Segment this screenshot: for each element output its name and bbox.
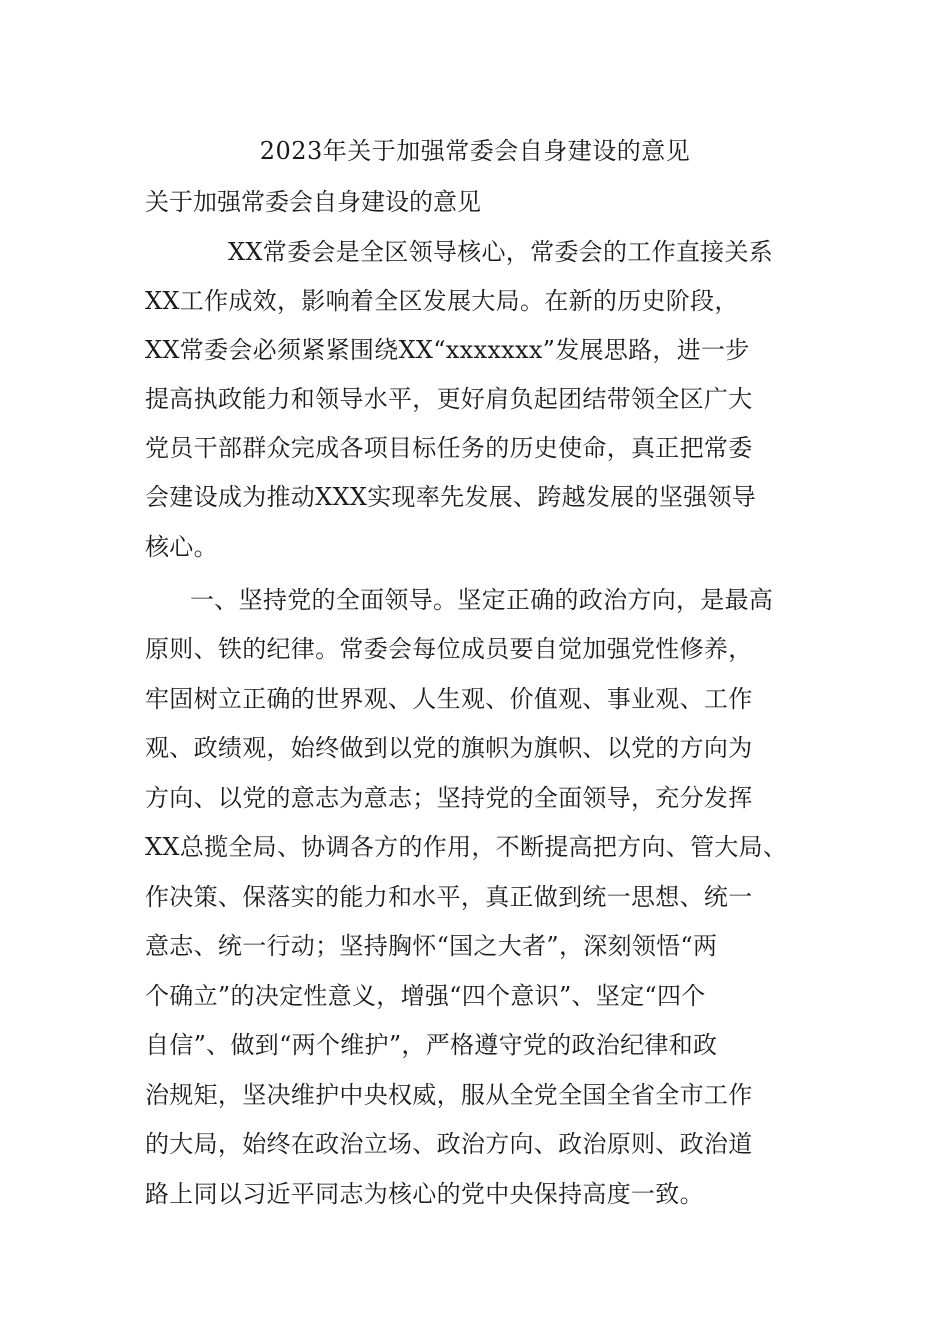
paragraph-1-line: 提高执政能力和领导水平，更好肩负起团结带领全区广大 bbox=[145, 385, 753, 413]
paragraph-2-line: 个确立”的决定性意义，增强“四个意识”、坚定“四个 bbox=[145, 982, 706, 1010]
paragraph-1-line: XX常委会是全区领导核心，常委会的工作直接关系 bbox=[228, 238, 774, 266]
document-subtitle: 关于加强常委会自身建设的意见 bbox=[145, 188, 481, 216]
document-title: 2023年关于加强常委会自身建设的意见 bbox=[259, 137, 691, 165]
paragraph-2-line: 一、坚持党的全面领导。坚定正确的政治方向，是最高 bbox=[190, 586, 774, 614]
paragraph-2-line: 治规矩，坚决维护中央权威，服从全党全国全省全市工作 bbox=[145, 1081, 753, 1109]
paragraph-1-line: XX常委会必须紧紧围绕XX“xxxxxxx”发展思路，进一步 bbox=[145, 336, 750, 364]
paragraph-1-line: 会建设成为推动XXX实现率先发展、跨越发展的坚强领导 bbox=[145, 483, 757, 511]
paragraph-2-line: 的大局，始终在政治立场、政治方向、政治原则、政治道 bbox=[145, 1130, 753, 1158]
paragraph-2-line: 意志、统一行动；坚持胸怀“国之大者”，深刻领悟“两 bbox=[145, 932, 718, 960]
paragraph-2-line: 路上同以习近平同志为核心的党中央保持高度一致。 bbox=[145, 1180, 704, 1208]
paragraph-2-line: XX总揽全局、协调各方的作用，不断提高把方向、管大局、 bbox=[145, 833, 788, 861]
paragraph-2-line: 观、政绩观，始终做到以党的旗帜为旗帜、以党的方向为 bbox=[145, 734, 753, 762]
paragraph-1-line: 党员干部群众完成各项目标任务的历史使命，真正把常委 bbox=[145, 434, 753, 462]
paragraph-2-line: 方向、以党的意志为意志；坚持党的全面领导，充分发挥 bbox=[145, 784, 753, 812]
paragraph-2-line: 自信”、做到“两个维护”，严格遵守党的政治纪律和政 bbox=[145, 1031, 718, 1059]
paragraph-1-line: XX工作成效，影响着全区发展大局。在新的历史阶段， bbox=[145, 287, 739, 315]
paragraph-1-line: 核心。 bbox=[145, 533, 218, 561]
paragraph-2-line: 原则、铁的纪律。常委会每位成员要自觉加强党性修养， bbox=[145, 635, 753, 663]
paragraph-2-line: 作决策、保落实的能力和水平，真正做到统一思想、统一 bbox=[145, 883, 753, 911]
paragraph-2-line: 牢固树立正确的世界观、人生观、价值观、事业观、工作 bbox=[145, 685, 753, 713]
